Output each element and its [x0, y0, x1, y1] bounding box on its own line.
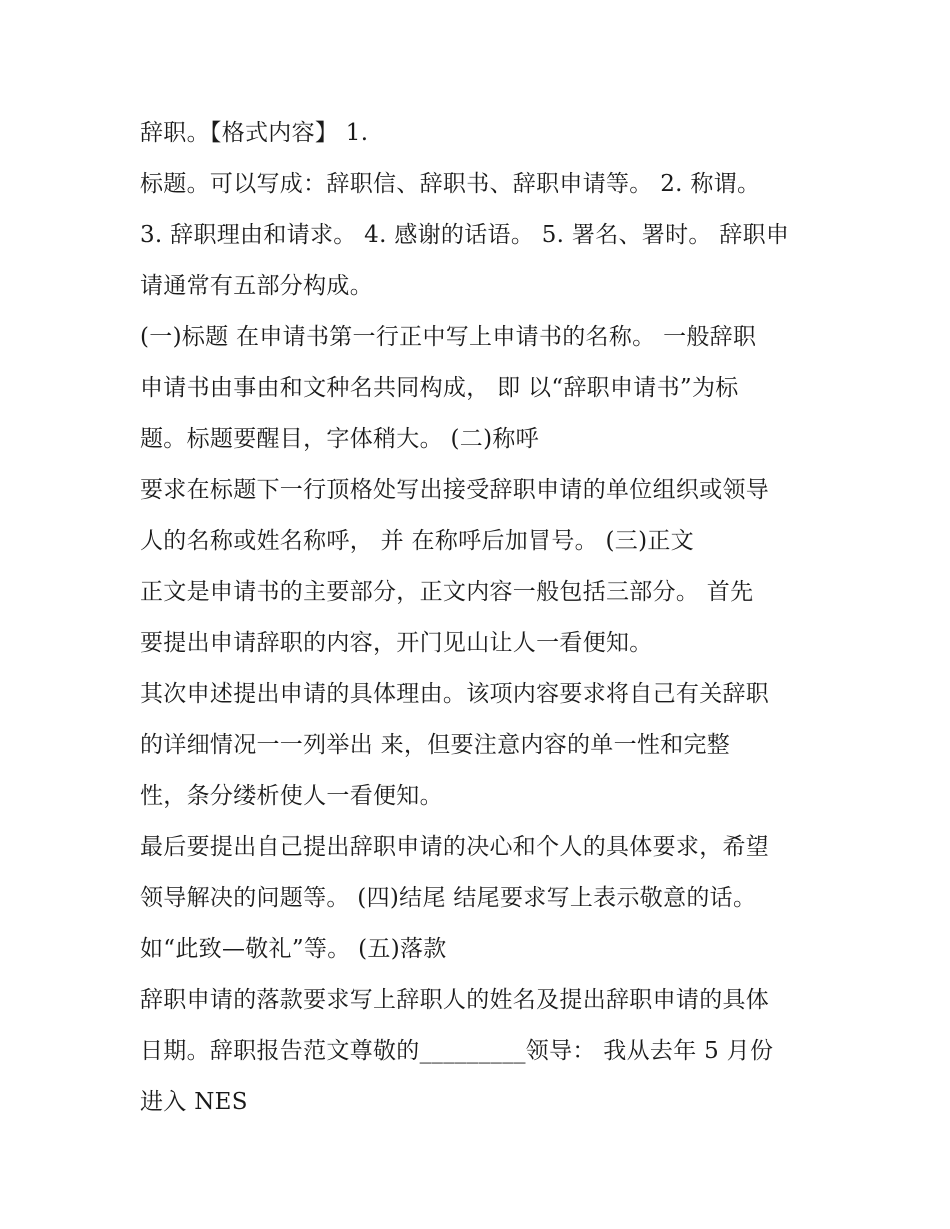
text-line: 标题。可以写成：辞职信、辞职书、辞职申请等。 2. 称谓。	[140, 171, 761, 197]
text-line: 3. 辞职理由和请求。 4. 感谢的话语。 5. 署名、署时。 辞职申	[140, 222, 790, 248]
text-line: 其次申述提出申请的具体理由。该项内容要求将自己有关辞职	[140, 681, 770, 707]
text-line: 领导解决的问题等。 (四)结尾 结尾要求写上表示敬意的话。	[140, 885, 757, 911]
text-line: 正文是申请书的主要部分，正文内容一般包括三部分。 首先	[140, 579, 754, 605]
text-line: 题。标题要醒目，字体稍大。 (二)称呼	[140, 426, 539, 452]
text-line: 人的名称或姓名称呼， 并 在称呼后加冒号。 (三)正文	[140, 528, 694, 554]
text-line: 申请书由事由和文种名共同构成， 即 以“辞职申请书”为标	[140, 375, 739, 401]
text-line: 的详细情况一一列举出 来，但要注意内容的单一性和完整	[140, 732, 731, 758]
text-line: 要求在标题下一行顶格处写出接受辞职申请的单位组织或领导	[140, 477, 770, 503]
text-line: 辞职。【格式内容】 1.	[140, 120, 369, 146]
document-body	[140, 108, 830, 1128]
text-line: 性，条分缕析使人一看便知。	[140, 783, 443, 809]
text-line: 如“此致—敬礼”等。 (五)落款	[140, 936, 447, 962]
text-line: 辞职申请的落款要求写上辞职人的姓名及提出辞职申请的具体	[140, 987, 770, 1013]
text-line: 日期。辞职报告范文尊敬的_________领导： 我从去年 5 月份	[140, 1038, 774, 1064]
text-line: 最后要提出自己提出辞职申请的决心和个人的具体要求，希望	[140, 834, 770, 860]
text-line: (一)标题 在申请书第一行正中写上申请书的名称。 一般辞职	[140, 324, 757, 350]
text-line: 要提出申请辞职的内容，开门见山让人一看便知。	[140, 630, 653, 656]
text-line: 请通常有五部分构成。	[140, 273, 373, 299]
text-line: 进入 NES	[140, 1089, 248, 1115]
